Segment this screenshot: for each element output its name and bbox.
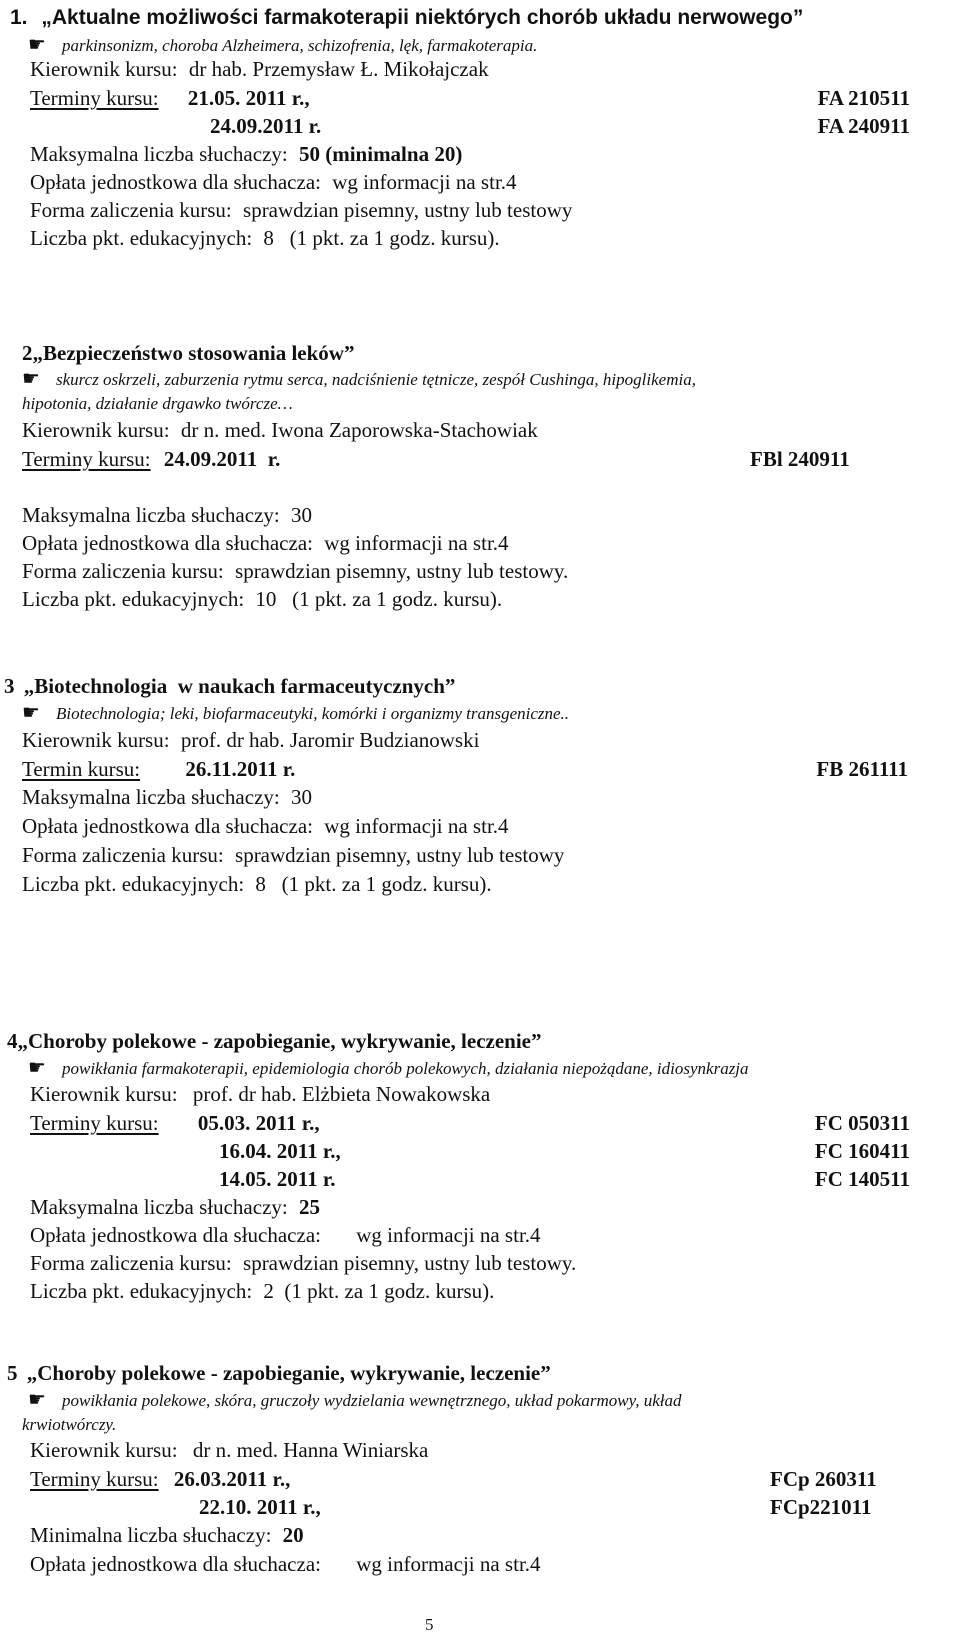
form-value: sprawdzian pisemny, ustny lub testowy. xyxy=(235,559,569,583)
course-title: „Choroby polekowe - zapobieganie, wykrywanie, leczenie” xyxy=(26,1361,551,1385)
fee-label: Opłata jednostkowa dla słuchacza: xyxy=(22,531,313,555)
course-2-form xyxy=(22,558,568,584)
form-value: sprawdzian pisemny, ustny lub testowy xyxy=(243,198,573,222)
form-label: Forma zaliczenia kursu: xyxy=(30,198,232,222)
course-2-max xyxy=(22,502,312,528)
max-label: Maksymalna liczba słuchaczy: xyxy=(30,1195,288,1219)
course-number: 5 xyxy=(7,1361,18,1385)
course-code: FCp221011 xyxy=(770,1495,872,1519)
course-1-heading xyxy=(10,5,803,31)
fee-value: wg informacji na str.4 xyxy=(324,531,509,555)
course-1-fee xyxy=(30,169,517,195)
course-date: 22.10. 2011 r., xyxy=(199,1495,321,1519)
course-code: FB 261111 xyxy=(816,757,908,781)
course-1-leader xyxy=(30,56,489,82)
topics-text: powikłania polekowe, skóra, gruczoły wydzielania wewnętrznego, układ pokarmowy, układ xyxy=(62,1391,682,1410)
course-3-heading xyxy=(4,673,455,699)
min-label: Minimalna liczba słuchaczy: xyxy=(30,1523,272,1547)
topics-text: Biotechnologia; leki, biofarmaceutyki, komórki i organizmy transgeniczne.. xyxy=(56,704,570,723)
course-3-leader xyxy=(22,727,479,753)
pointing-hand-icon: ☛ xyxy=(22,368,40,390)
course-3-dates-row xyxy=(22,756,295,782)
course-code: FA 210511 xyxy=(817,86,910,110)
fee-value: wg informacji na str.4 xyxy=(324,814,509,838)
course-1-dates-row-1 xyxy=(30,85,310,111)
course-title: „Aktualne możliwości farmakoterapii niektórych chorób układu nerwowego” xyxy=(41,6,804,29)
course-date: 05.03. 2011 r., xyxy=(197,1111,320,1135)
leader-value: dr n. med. Iwona Zaporowska-Stachowiak xyxy=(180,418,538,442)
max-label: Maksymalna liczba słuchaczy: xyxy=(22,503,280,527)
dates-label: Terminy kursu: xyxy=(30,86,159,110)
course-date: 21.05. 2011 r., xyxy=(187,86,310,110)
course-2-points xyxy=(22,586,502,612)
course-1-max xyxy=(30,141,462,167)
course-5-min xyxy=(30,1522,304,1548)
points-label: Liczba pkt. edukacyjnych: xyxy=(22,587,245,611)
course-4-fee xyxy=(30,1222,541,1248)
course-1-points xyxy=(30,225,500,251)
fee-value: wg informacji na str.4 xyxy=(356,1552,541,1576)
topics-text: powikłania farmakoterapii, epidemiologia chorób polekowych, działania niepożądane, idiosynkrazja xyxy=(62,1059,749,1078)
course-5-fee xyxy=(30,1551,541,1577)
course-code: FC 140511 xyxy=(814,1167,910,1191)
points-label: Liczba pkt. edukacyjnych: xyxy=(30,226,253,250)
max-value: 30 xyxy=(290,785,312,809)
course-number: 3 xyxy=(4,674,15,698)
course-3-max xyxy=(22,784,312,810)
course-3-points xyxy=(22,871,492,897)
max-label: Maksymalna liczba słuchaczy: xyxy=(22,785,280,809)
course-3-fee xyxy=(22,813,509,839)
form-label: Forma zaliczenia kursu: xyxy=(22,559,224,583)
course-2-heading xyxy=(22,340,354,366)
course-date: 16.04. 2011 r., xyxy=(219,1139,341,1163)
course-4-form xyxy=(30,1250,576,1276)
points-label: Liczba pkt. edukacyjnych: xyxy=(22,872,245,896)
course-4-leader xyxy=(30,1081,490,1107)
max-value: 50 (minimalna 20) xyxy=(298,142,463,166)
course-3-topics xyxy=(22,700,569,727)
fee-value: wg informacji na str.4 xyxy=(332,170,517,194)
pointing-hand-icon: ☛ xyxy=(28,34,46,56)
course-4-topics xyxy=(28,1055,749,1082)
course-date: 24.09.2011 r. xyxy=(210,114,322,138)
dates-label: Termin kursu: xyxy=(22,757,141,781)
form-value: sprawdzian pisemny, ustny lub testowy xyxy=(235,843,565,867)
pointing-hand-icon: ☛ xyxy=(28,1057,46,1079)
points-value: 10 (1 pkt. za 1 godz. kursu). xyxy=(255,587,503,611)
course-title: „Bezpieczeństwo stosowania leków” xyxy=(32,341,355,365)
points-value: 2 (1 pkt. za 1 godz. kursu). xyxy=(263,1279,495,1303)
course-date: 26.11.2011 r. xyxy=(185,757,296,781)
course-5-dates-row-1 xyxy=(30,1466,290,1492)
course-3-form xyxy=(22,842,564,868)
course-2-leader xyxy=(22,417,538,443)
course-number: 2 xyxy=(22,341,33,365)
form-value: sprawdzian pisemny, ustny lub testowy. xyxy=(243,1251,577,1275)
course-code: FC 050311 xyxy=(814,1111,910,1135)
max-value: 30 xyxy=(290,503,312,527)
max-value: 25 xyxy=(298,1195,320,1219)
min-value: 20 xyxy=(282,1523,304,1547)
course-date: 14.05. 2011 r. xyxy=(219,1167,336,1191)
course-5-leader xyxy=(30,1437,428,1463)
leader-label: Kierownik kursu: xyxy=(30,57,178,81)
course-2-topics-cont: hipotonia, działanie drgawko twórcze… xyxy=(22,394,293,413)
course-code: FBl 240911 xyxy=(750,447,850,471)
course-5-heading xyxy=(7,1360,551,1386)
fee-label: Opłata jednostkowa dla słuchacza: xyxy=(30,1552,321,1576)
topics-text: parkinsonizm, choroba Alzheimera, schizofrenia, lęk, farmakoterapia. xyxy=(62,36,538,55)
course-1-topics xyxy=(28,32,537,59)
course-code: FCp 260311 xyxy=(770,1467,877,1491)
course-code: FC 160411 xyxy=(814,1139,910,1163)
points-value: 8 (1 pkt. za 1 godz. kursu). xyxy=(263,226,500,250)
leader-label: Kierownik kursu: xyxy=(22,728,170,752)
course-4-points xyxy=(30,1278,494,1304)
course-4-max xyxy=(30,1194,320,1220)
course-4-dates-row-1 xyxy=(30,1110,320,1136)
course-5-topics-cont: krwiotwórczy. xyxy=(22,1415,117,1434)
course-code: FA 240911 xyxy=(817,114,910,138)
dates-label: Terminy kursu: xyxy=(30,1111,159,1135)
leader-label: Kierownik kursu: xyxy=(22,418,170,442)
course-2-fee xyxy=(22,530,509,556)
course-title: „Choroby polekowe - zapobieganie, wykrywanie, leczenie” xyxy=(17,1029,542,1053)
form-label: Forma zaliczenia kursu: xyxy=(22,843,224,867)
fee-label: Opłata jednostkowa dla słuchacza: xyxy=(22,814,313,838)
points-label: Liczba pkt. edukacyjnych: xyxy=(30,1279,253,1303)
pointing-hand-icon: ☛ xyxy=(22,702,40,724)
course-number: 1. xyxy=(10,6,28,29)
course-title: „Biotechnologia w naukach farmaceutycznych” xyxy=(23,674,456,698)
leader-label: Kierownik kursu: xyxy=(30,1082,178,1106)
course-date: 24.09.2011 r. xyxy=(163,447,281,471)
leader-label: Kierownik kursu: xyxy=(30,1438,178,1462)
leader-value: dr hab. Przemysław Ł. Mikołajczak xyxy=(188,57,489,81)
course-2-topics xyxy=(22,366,696,393)
points-value: 8 (1 pkt. za 1 godz. kursu). xyxy=(255,872,492,896)
leader-value: prof. dr hab. Elżbieta Nowakowska xyxy=(192,1082,491,1106)
leader-value: prof. dr hab. Jaromir Budzianowski xyxy=(180,728,480,752)
course-2-dates-row xyxy=(22,446,280,472)
fee-value: wg informacji na str.4 xyxy=(356,1223,541,1247)
leader-value: dr n. med. Hanna Winiarska xyxy=(192,1438,429,1462)
pointing-hand-icon: ☛ xyxy=(28,1389,46,1411)
fee-label: Opłata jednostkowa dla słuchacza: xyxy=(30,170,321,194)
page-number: 5 xyxy=(425,1615,434,1634)
dates-label: Terminy kursu: xyxy=(30,1467,159,1491)
fee-label: Opłata jednostkowa dla słuchacza: xyxy=(30,1223,321,1247)
dates-label: Terminy kursu: xyxy=(22,447,151,471)
form-label: Forma zaliczenia kursu: xyxy=(30,1251,232,1275)
course-1-form xyxy=(30,197,572,223)
course-number: 4 xyxy=(7,1029,18,1053)
course-5-topics xyxy=(28,1387,681,1414)
topics-text: skurcz oskrzeli, zaburzenia rytmu serca, nadciśnienie tętnicze, zespół Cushinga, hipoglikemia, xyxy=(56,370,696,389)
course-4-heading xyxy=(7,1028,542,1054)
max-label: Maksymalna liczba słuchaczy: xyxy=(30,142,288,166)
course-date: 26.03.2011 r., xyxy=(173,1467,291,1491)
